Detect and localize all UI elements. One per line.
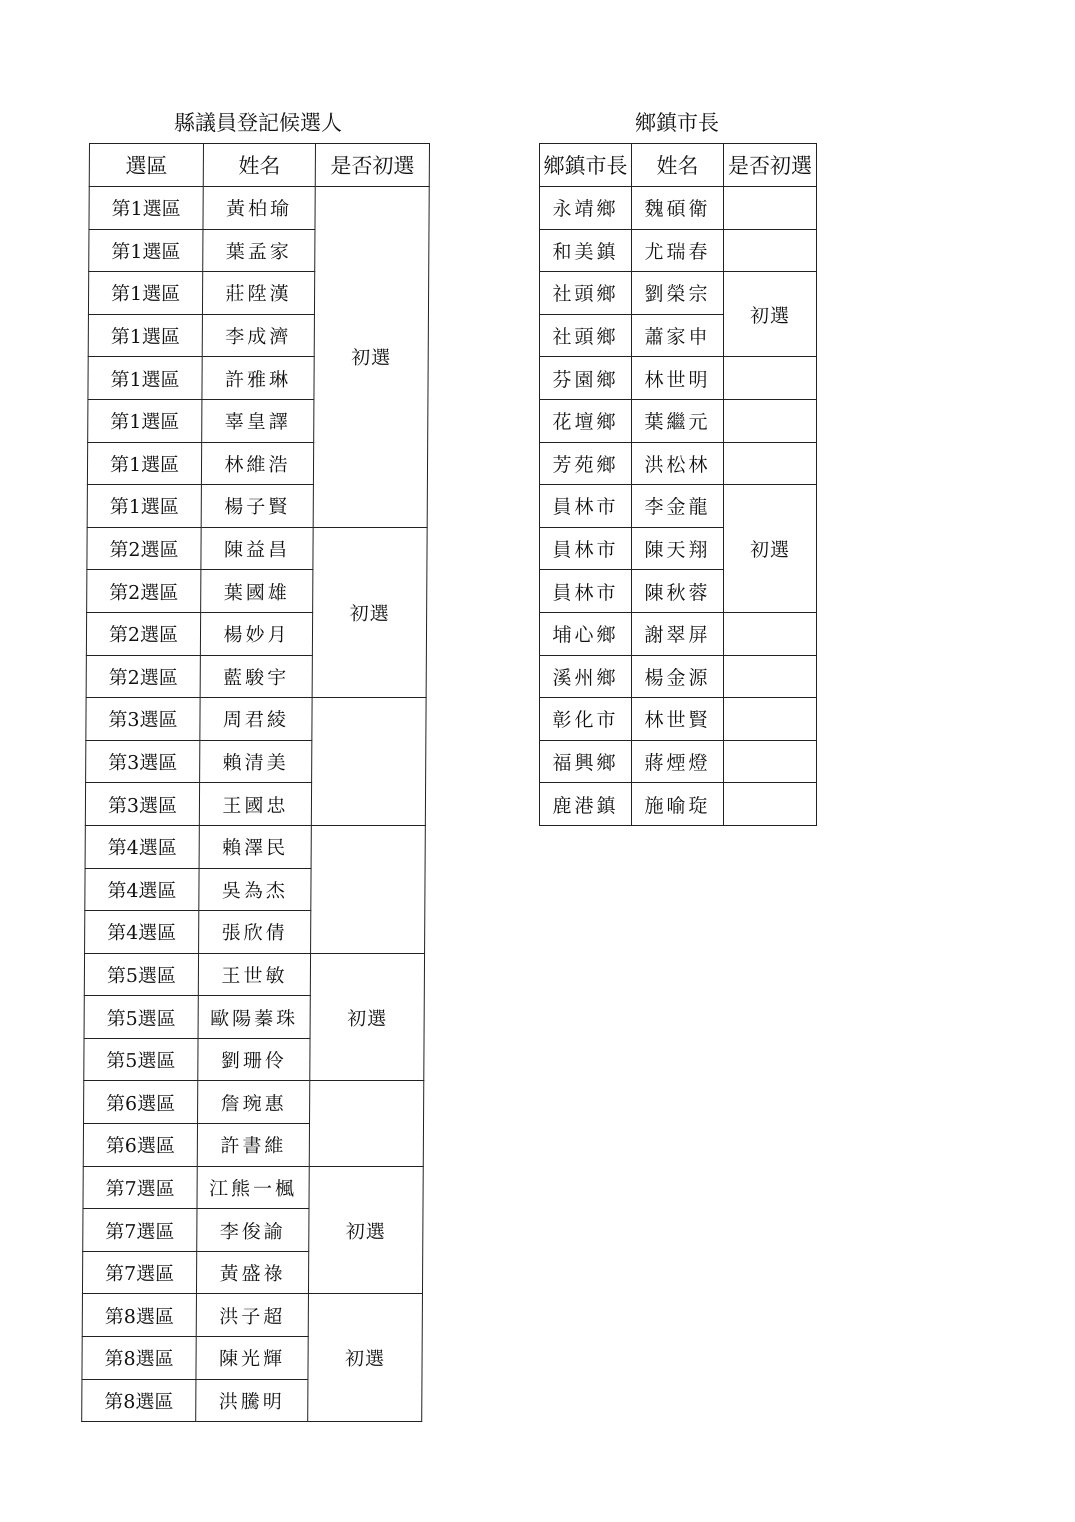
table-row — [540, 272, 817, 315]
town-cell: 福興鄉 — [540, 740, 632, 783]
candidate-name-cell: 施喻琁 — [632, 783, 724, 826]
district-cell: 第1選區 — [88, 272, 202, 315]
mayor-header-row — [540, 144, 817, 187]
candidate-name-cell: 陳光輝 — [196, 1337, 308, 1380]
candidate-name-cell: 魏碩衛 — [632, 187, 724, 230]
district-cell: 第5選區 — [84, 1038, 198, 1081]
candidate-name-cell: 賴澤民 — [199, 825, 311, 868]
table-row — [540, 485, 817, 528]
district-cell: 第8選區 — [82, 1379, 196, 1422]
primary-status-cell — [311, 698, 426, 826]
primary-status-cell: 初選 — [308, 1294, 423, 1422]
town-cell: 埔心鄉 — [540, 612, 632, 655]
candidate-name-cell: 林世明 — [632, 357, 724, 400]
candidate-name-cell: 許雅琳 — [202, 357, 314, 400]
primary-status-cell — [724, 740, 817, 783]
mayor-header-primary: 是否初選 — [724, 144, 817, 187]
candidate-name-cell: 賴清美 — [200, 740, 312, 783]
candidate-name-cell: 洪松林 — [632, 442, 724, 485]
candidate-name-cell: 黃盛祿 — [196, 1251, 308, 1294]
candidate-name-cell: 楊金源 — [632, 655, 724, 698]
district-cell: 第7選區 — [83, 1209, 197, 1252]
table-row — [84, 1081, 424, 1124]
candidate-name-cell: 歐陽蓁珠 — [198, 996, 310, 1039]
table-row — [89, 187, 429, 230]
candidate-name-cell: 李俊諭 — [197, 1209, 309, 1252]
district-cell: 第3選區 — [85, 783, 199, 826]
district-cell: 第6選區 — [83, 1124, 197, 1167]
town-cell: 員林市 — [540, 485, 632, 528]
candidate-name-cell: 張欣倩 — [199, 911, 311, 954]
table-row — [87, 527, 427, 570]
candidate-name-cell: 蔣煙燈 — [632, 740, 724, 783]
town-cell: 芬園鄉 — [540, 357, 632, 400]
candidate-name-cell: 陳天翔 — [632, 527, 724, 570]
candidate-name-cell: 莊陞漢 — [202, 272, 314, 315]
district-cell: 第1選區 — [88, 314, 202, 357]
town-cell: 彰化市 — [540, 698, 632, 741]
district-cell: 第5選區 — [84, 996, 198, 1039]
council-table-body — [82, 144, 430, 1422]
table-row — [540, 357, 817, 400]
primary-status-cell — [724, 612, 817, 655]
table-row — [86, 698, 426, 741]
town-cell: 員林市 — [540, 527, 632, 570]
town-cell: 永靖鄉 — [540, 187, 632, 230]
district-cell: 第7選區 — [82, 1251, 196, 1294]
primary-status-cell — [724, 187, 817, 230]
mayor-table-body — [540, 144, 817, 826]
candidate-name-cell: 王世敏 — [198, 953, 310, 996]
candidate-name-cell: 劉珊伶 — [198, 1038, 310, 1081]
district-cell: 第1選區 — [87, 442, 201, 485]
table-row — [540, 399, 817, 442]
district-cell: 第2選區 — [86, 612, 200, 655]
candidate-name-cell: 陳益昌 — [201, 527, 313, 570]
district-cell: 第8選區 — [82, 1294, 196, 1337]
candidate-name-cell: 林世賢 — [632, 698, 724, 741]
district-cell: 第1選區 — [89, 187, 203, 230]
primary-status-cell — [724, 357, 817, 400]
candidate-name-cell: 蕭家申 — [632, 314, 724, 357]
candidate-name-cell: 吳為杰 — [199, 868, 311, 911]
candidate-name-cell: 洪騰明 — [196, 1379, 308, 1422]
primary-status-cell: 初選 — [308, 1166, 423, 1294]
table-row — [540, 783, 817, 826]
town-cell: 溪州鄉 — [540, 655, 632, 698]
town-cell: 員林市 — [540, 570, 632, 613]
primary-status-cell: 初選 — [312, 527, 427, 697]
candidate-name-cell: 詹琬惠 — [198, 1081, 310, 1124]
district-cell: 第5選區 — [84, 953, 198, 996]
table-row — [540, 655, 817, 698]
district-cell: 第4選區 — [85, 825, 199, 868]
primary-status-cell: 初選 — [313, 187, 429, 528]
table-row — [84, 953, 424, 996]
candidate-name-cell: 周君綾 — [200, 698, 312, 741]
candidate-name-cell: 江熊一楓 — [197, 1166, 309, 1209]
mayor-header-town: 鄉鎮市長 — [540, 144, 632, 187]
district-cell: 第1選區 — [87, 485, 201, 528]
candidate-name-cell: 尤瑞春 — [632, 229, 724, 272]
town-cell: 芳苑鄉 — [540, 442, 632, 485]
council-header-name: 姓名 — [203, 144, 315, 187]
candidate-name-cell: 王國忠 — [199, 783, 311, 826]
district-cell: 第1選區 — [89, 229, 203, 272]
council-candidates-table — [81, 143, 430, 1422]
council-header-primary: 是否初選 — [315, 144, 429, 187]
table-row — [82, 1294, 422, 1337]
candidate-name-cell: 洪子超 — [196, 1294, 308, 1337]
primary-status-cell — [311, 825, 426, 953]
district-cell: 第3選區 — [86, 698, 200, 741]
candidate-name-cell: 謝翠屏 — [632, 612, 724, 655]
table-row — [540, 187, 817, 230]
town-cell: 社頭鄉 — [540, 314, 632, 357]
candidate-name-cell: 劉榮宗 — [632, 272, 724, 315]
candidate-name-cell: 林維浩 — [201, 442, 313, 485]
town-cell: 和美鎮 — [540, 229, 632, 272]
district-cell: 第2選區 — [87, 570, 201, 613]
table-row — [85, 825, 425, 868]
candidate-name-cell: 楊妙月 — [200, 612, 312, 655]
town-cell: 鹿港鎮 — [540, 783, 632, 826]
mayor-candidates-table — [539, 143, 817, 826]
primary-status-cell — [309, 1081, 424, 1166]
district-cell: 第2選區 — [86, 655, 200, 698]
primary-status-cell — [724, 442, 817, 485]
candidate-name-cell: 藍駿宇 — [200, 655, 312, 698]
district-cell: 第1選區 — [88, 357, 202, 400]
table-row — [540, 740, 817, 783]
table-row — [540, 229, 817, 272]
primary-status-cell: 初選 — [724, 485, 817, 613]
candidate-name-cell: 葉繼元 — [632, 399, 724, 442]
primary-status-cell: 初選 — [310, 953, 425, 1081]
mayor-candidates-title: 鄉鎮市長 — [635, 111, 719, 135]
candidate-name-cell: 陳秋蓉 — [632, 570, 724, 613]
district-cell: 第4選區 — [85, 868, 199, 911]
town-cell: 社頭鄉 — [540, 272, 632, 315]
primary-status-cell: 初選 — [724, 272, 817, 357]
table-row — [540, 698, 817, 741]
council-header-district: 選區 — [89, 144, 203, 187]
town-cell: 花壇鄉 — [540, 399, 632, 442]
district-cell: 第3選區 — [86, 740, 200, 783]
council-header-row — [89, 144, 429, 187]
primary-status-cell — [724, 655, 817, 698]
district-cell: 第6選區 — [84, 1081, 198, 1124]
table-row — [83, 1166, 423, 1209]
table-row — [540, 442, 817, 485]
primary-status-cell — [724, 698, 817, 741]
candidate-name-cell: 李金龍 — [632, 485, 724, 528]
primary-status-cell — [724, 399, 817, 442]
mayor-header-name: 姓名 — [632, 144, 724, 187]
candidate-name-cell: 許書維 — [197, 1124, 309, 1167]
district-cell: 第8選區 — [82, 1337, 196, 1380]
primary-status-cell — [724, 783, 817, 826]
district-cell: 第1選區 — [88, 399, 202, 442]
council-candidates-title: 縣議員登記候選人 — [174, 111, 342, 135]
candidate-name-cell: 楊子賢 — [201, 485, 313, 528]
candidate-name-cell: 辜皇譯 — [202, 399, 314, 442]
candidate-name-cell: 李成濟 — [202, 314, 314, 357]
district-cell: 第2選區 — [87, 527, 201, 570]
primary-status-cell — [724, 229, 817, 272]
district-cell: 第7選區 — [83, 1166, 197, 1209]
district-cell: 第4選區 — [85, 911, 199, 954]
candidate-name-cell: 黃柏瑜 — [203, 187, 315, 230]
candidate-name-cell: 葉孟家 — [203, 229, 315, 272]
table-row — [540, 612, 817, 655]
candidate-name-cell: 葉國雄 — [201, 570, 313, 613]
